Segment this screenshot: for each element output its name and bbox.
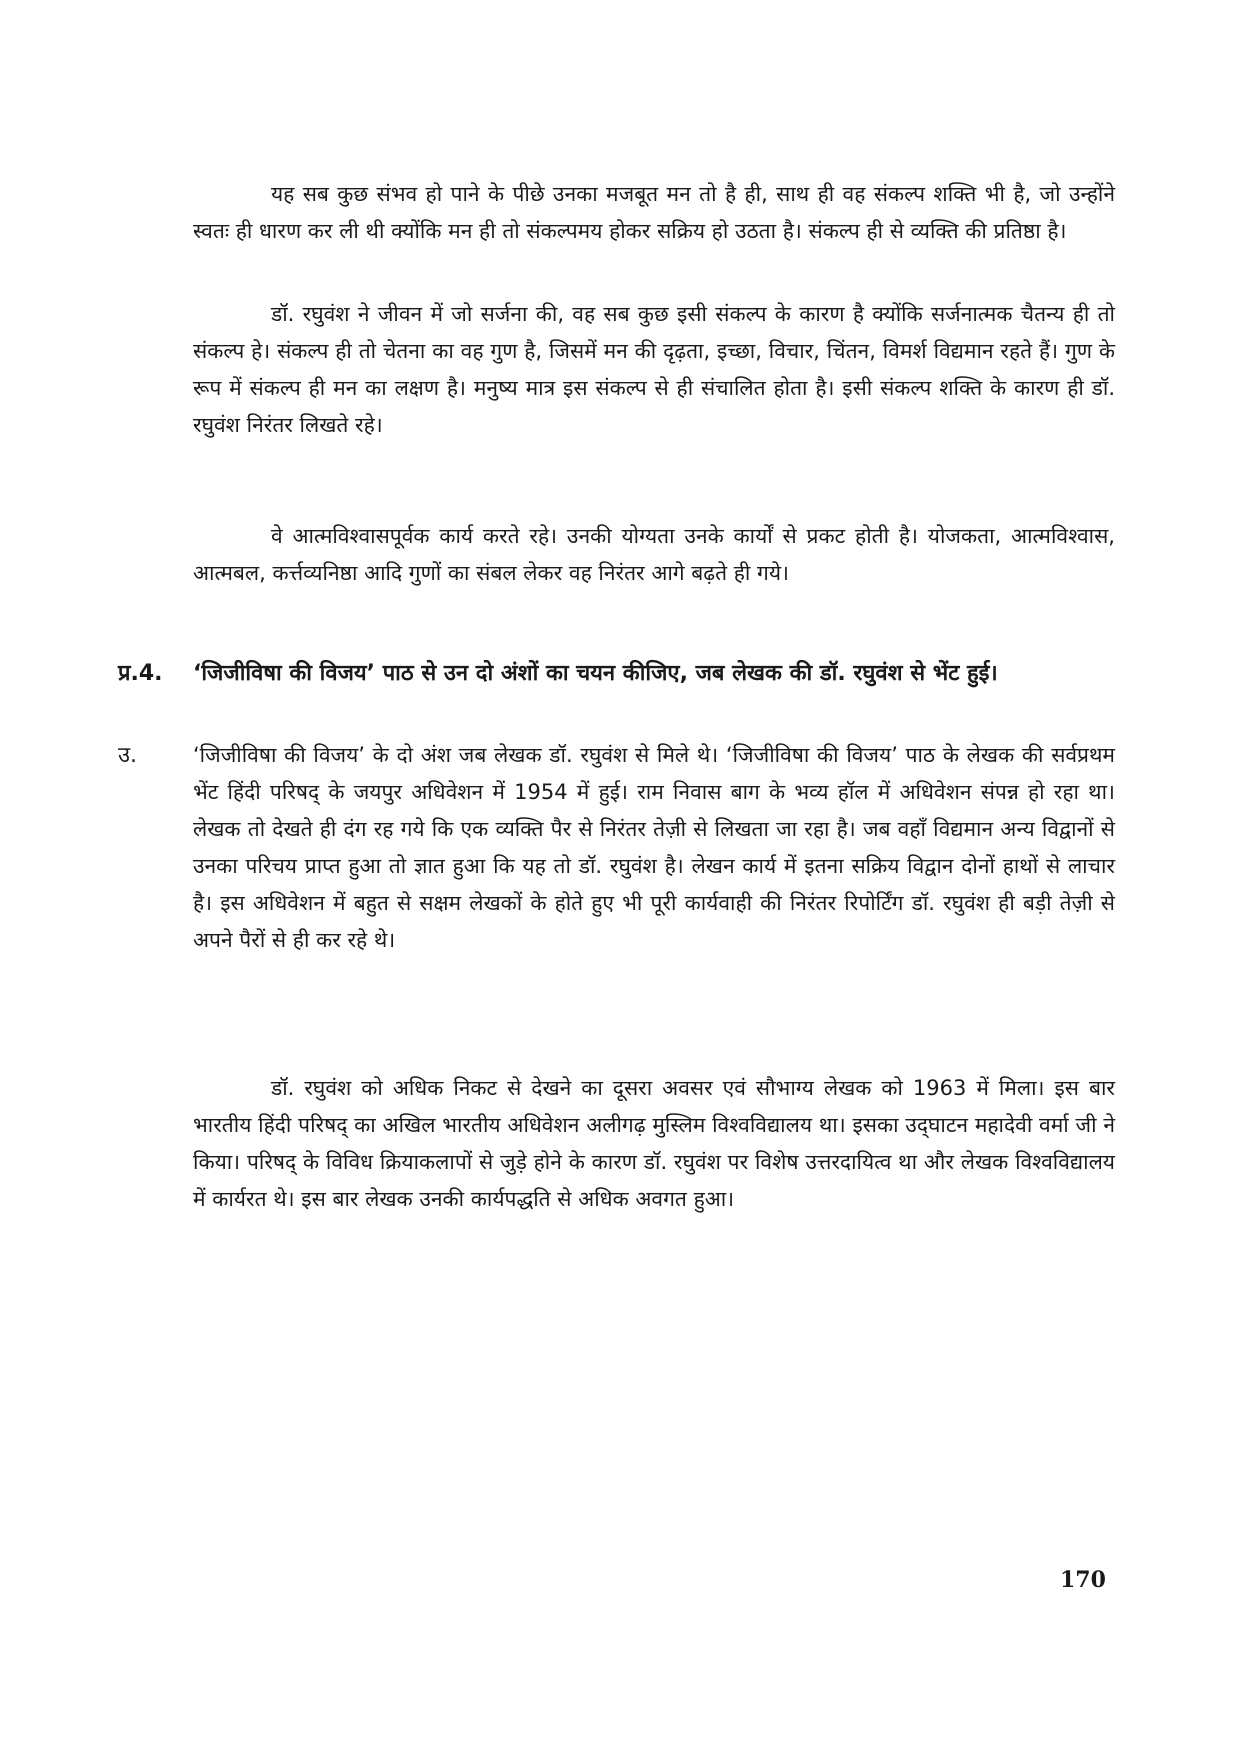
question-label: प्र.4. xyxy=(118,661,163,686)
answer-label: उ. xyxy=(118,743,138,768)
body-paragraph-3: वे आत्मविश्वासपूर्वक कार्य करते रहे। उनकी योग्यता उनके कार्यों से प्रकट होती है। योजकता, आत्मविश्वास, आत्मबल, कर्त्तव्यनिष्ठा आदि गुणों का संबल लेकर वह निरंतर आगे बढ़ते ही गये। xyxy=(193,524,1115,585)
body-paragraph-1: यह सब कुछ संभव हो पाने के पीछे उनका मजबूत मन तो है ही, साथ ही वह संकल्प शक्ति भी है, जो उन्होंने स्वतः ही धारण कर ली थी क्योंकि मन ही तो संकल्पमय होकर सक्रिय हो उठता है। संकल्प ही से व्यक्ति की प्रतिष्ठा है। xyxy=(193,182,1115,243)
question-text: ‘जिजीविषा की विजय’ पाठ से उन दो अंशों का चयन कीजिए, जब लेखक की डॉ. रघुवंश से भेंट हुई। xyxy=(193,661,998,686)
answer-paragraph-1: ‘जिजीविषा की विजय’ के दो अंश जब लेखक डॉ. रघुवंश से मिले थे। ‘जिजीविषा की विजय’ पाठ के लेखक की सर्वप्रथम भेंट हिंदी परिषद् के जयपुर अधिवेशन में 1954 में हुई। राम निवास बाग के भव्य हॉल में अधिवेशन संपन्न हो रहा था। लेखक तो देखते ही दंग रह गये कि एक व्यक्ति पैर से निरंतर तेज़ी से लिखता जा रहा है। जब वहाँ विद्यमान अन्य विद्वानों से उनका परिचय प्राप्त हुआ तो ज्ञात हुआ कि यह तो डॉ. रघुवंश है। लेखन कार्य में इतना सक्रिय विद्वान दोनों हाथों से लाचार है। इस अधिवेशन में बहुत से सक्षम लेखकों के होते हुए भी पूरी कार्यवाही की निरंतर रिपोर्टिंग डॉ. रघुवंश ही बड़ी तेज़ी से अपने पैरों से ही कर रहे थे। xyxy=(193,743,1115,952)
page-number: 170 xyxy=(1060,1567,1106,1593)
answer-paragraph-2: डॉ. रघुवंश को अधिक निकट से देखने का दूसरा अवसर एवं सौभाग्य लेखक को 1963 में मिला। इस बार भारतीय हिंदी परिषद् का अखिल भारतीय अधिवेशन अलीगढ़ मुस्लिम विश्वविद्यालय था। इसका उद्‌घाटन महादेवी वर्मा जी ने किया। परिषद् के विविध क्रियाकलापों से जुड़े होने के कारण डॉ. रघुवंश पर विशेष उत्तरदायित्व था और लेखक विश्वविद्यालय में कार्यरत थे। इस बार लेखक उनकी कार्यपद्धति से अधिक अवगत हुआ। xyxy=(193,1076,1115,1211)
body-paragraph-2: डॉ. रघुवंश ने जीवन में जो सर्जना की, वह सब कुछ इसी संकल्प के कारण है क्योंकि सर्जनात्मक चैतन्य ही तो संकल्प हे। संकल्प ही तो चेतना का वह गुण है, जिसमें मन की दृढ़ता, इच्छा, विचार, चिंतन, विमर्श विद्यमान रहते हैं। गुण के रूप में संकल्प ही मन का लक्षण है। मनुष्य मात्र इस संकल्प से ही संचालित होता है। इसी संकल्प शक्ति के कारण ही डॉ. रघुवंश निरंतर लिखते रहे। xyxy=(193,302,1115,437)
